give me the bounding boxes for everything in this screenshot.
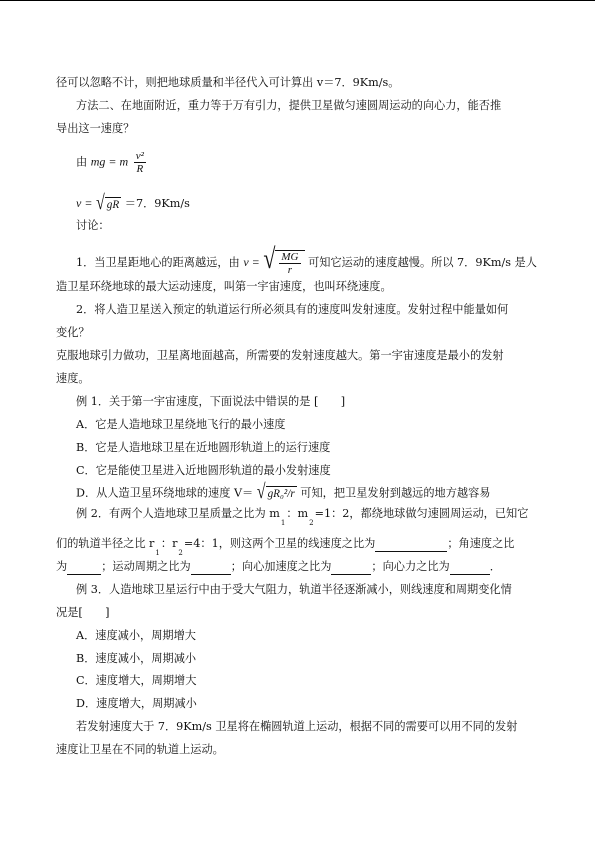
answer-blank-linear-speed[interactable] [375, 537, 447, 552]
example-3-line-2: 况是[ ] [56, 606, 110, 619]
ex1-d-text-b: 可知，把卫星发射到越远的地方越容易 [300, 486, 491, 500]
example-2-line-1 [76, 507, 529, 527]
ex1-d-sqrt: √ gR₀²/r [256, 481, 295, 504]
p1-text-b: 可知它运动的速度越慢。所以 7．9Km/s 是人 [308, 256, 537, 269]
ex2-text-g: ；角速度之比 [447, 537, 515, 550]
ex2-text-h: 为 [56, 560, 68, 573]
closing-line-1: 若发射速度大于 7．9Km/s 卫星将在椭圆轨道上运动，根据不同的需要可以用不同的发射 [76, 720, 518, 733]
ex2-text-i: ；运动周期之比为 [101, 560, 191, 573]
point-1-line-2: 造卫星环绕地球的最大运动速度，叫第一宇宙速度，也叫环绕速度。 [56, 280, 392, 293]
example-3-option-b: B．速度减小，周期减小 [76, 652, 197, 665]
point-2-line-2: 变化？ [56, 326, 90, 339]
point-3-line-2: 速度。 [56, 372, 90, 385]
eq1-denominator: R [136, 163, 144, 175]
ex2-text-e: ：r [160, 537, 178, 550]
answer-blank-acceleration[interactable] [331, 560, 371, 575]
p1-fraction [279, 251, 300, 276]
line-question: 导出这一速度？ [56, 122, 135, 135]
example-2-line-3 [56, 560, 501, 575]
line-1: 径可以忽略不计，则把地球质量和半径代入可计算出 v＝7．9Km/s。 [56, 76, 400, 89]
eq1-numerator: v² [135, 150, 144, 162]
ex1-d-text-a: D．从人造卫星环绕地球的速度 V＝ [76, 486, 254, 500]
p1-denominator: r [287, 264, 293, 276]
example-1: 例 1．关于第一宇宙速度，下面说法中错误的是 [ ] [76, 395, 346, 408]
eq2-sqrt: √ gR [96, 191, 120, 214]
closing-line-2: 速度让卫星在不同的轨道上运动。 [56, 743, 224, 756]
ex1-d-radicand: gR₀²/r [267, 488, 295, 500]
ex2-sub-4: 2 [178, 549, 183, 557]
example-3-option-d: D．速度增大，周期减小 [76, 697, 197, 710]
header-rule [0, 0, 595, 1]
p1-v: v = [243, 255, 260, 269]
example-1-option-b: B．它是人造地球卫星在近地圆形轨道上的运行速度 [76, 441, 331, 454]
p1-sqrt: √ $\frac{MG}{r}$ [263, 250, 304, 276]
ex2-text-j: ；向心加速度之比为 [230, 560, 332, 573]
ex2-text-a: 例 2．有两个人造地球卫星质量之比为 m [76, 507, 280, 520]
discussion-label: 讨论： [76, 219, 110, 232]
answer-blank-period[interactable] [191, 560, 231, 575]
ex2-text-c: =1：2，都绕地球做匀速圆周运动，已知它 [314, 507, 529, 520]
eq1-fraction [134, 150, 146, 175]
example-1-option-d [76, 481, 491, 504]
example-1-option-a: A．它是人造地球卫星绕地飞行的最小速度 [76, 418, 286, 431]
eq2-radicand: gR [106, 198, 120, 211]
ex2-text-b: ：m [286, 507, 309, 520]
ex2-sub-1: 1 [280, 519, 286, 527]
p1-text-a: 1．当卫星距地心的距离越远，由 [76, 256, 240, 269]
point-1-line-1 [76, 242, 537, 276]
equation-2 [76, 191, 190, 214]
ex2-text-f: =4：1，则这两个卫星的线速度之比为 [183, 537, 376, 550]
example-3-line-1: 例 3．人造地球卫星运行中由于受大气阻力，轨道半径逐渐减小，则线速度和周期变化情 [76, 583, 512, 596]
eq2-tail: ＝7．9Km/s [124, 197, 190, 210]
point-3-line-1: 克服地球引力做功，卫星离地面越高，所需要的发射速度越大。第一宇宙速度是最小的发射 [56, 349, 504, 362]
line-method-2: 方法二、在地面附近，重力等于万有引力，提供卫星做匀速圆周运动的向心力，能否推 [76, 99, 502, 112]
example-1-option-c: C．它是能使卫星进入近地圆形轨道的最小发射速度 [76, 464, 331, 477]
ex2-text-l: ． [489, 560, 501, 573]
example-3-option-c: C．速度增大，周期增大 [76, 674, 197, 687]
p1-numerator: MG [281, 251, 299, 263]
answer-blank-angular-speed[interactable] [67, 560, 101, 575]
ex2-text-k: ；向心力之比为 [371, 560, 450, 573]
eq1-lhs: mg = m [90, 154, 129, 169]
point-2-line-1: 2．将人造卫星送入预定的轨道运行所必须具有的速度叫发射速度。发射过程中能量如何 [76, 303, 509, 316]
equation-1 [76, 150, 148, 175]
ex2-text-d: 们的轨道半径之比 r [56, 537, 155, 550]
eq1-prefix: 由 [76, 155, 88, 169]
ex2-sub-2: 2 [309, 519, 314, 527]
eq2-v: v = [76, 196, 93, 210]
example-3-option-a: A．速度减小，周期增大 [76, 629, 196, 642]
ex2-sub-3: 1 [155, 549, 160, 557]
example-2-line-2 [56, 537, 515, 557]
answer-blank-force[interactable] [450, 560, 490, 575]
